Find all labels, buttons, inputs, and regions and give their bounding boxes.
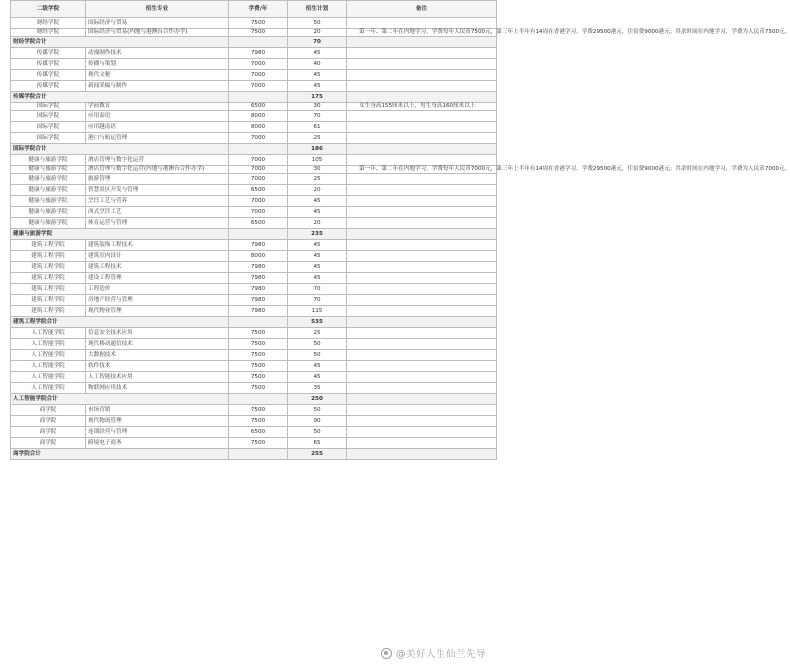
table-row: [11, 273, 497, 284]
note-cell: [347, 185, 497, 196]
fee-cell: 6500: [229, 218, 288, 229]
major-cell: 烹饪工艺与营养: [86, 196, 229, 207]
note-cell: [347, 111, 497, 122]
table-row: [11, 59, 497, 70]
subtotal-label: 传媒学院合计: [11, 92, 229, 103]
plan-cell: 70: [288, 111, 347, 122]
subtotal-label: 健康与旅游学院: [11, 229, 229, 240]
subtotal-plan: 70: [288, 37, 347, 48]
fee-cell: 7500: [229, 350, 288, 361]
header-college: 二级学院: [11, 1, 86, 18]
table-row: [11, 262, 497, 273]
major-cell: 信息安全技术应用: [86, 328, 229, 339]
major-cell: 现代物业管理: [86, 306, 229, 317]
college-cell: 国际学院: [11, 122, 86, 133]
plan-cell: 30: [288, 166, 347, 174]
table-row: [11, 174, 497, 185]
major-cell: 国际经济与贸易(内地与港澳台合作办学): [86, 29, 229, 37]
note-cell: [347, 361, 497, 372]
plan-cell: 25: [288, 174, 347, 185]
table-row: [11, 207, 497, 218]
table-row: [11, 383, 497, 394]
note-cell: [347, 416, 497, 427]
major-cell: 建筑装饰工程技术: [86, 240, 229, 251]
note-cell: [347, 372, 497, 383]
college-cell: 财经学院: [11, 29, 86, 37]
college-cell: 建筑工程学院: [11, 262, 86, 273]
plan-cell: 45: [288, 273, 347, 284]
major-cell: 建筑室内设计: [86, 251, 229, 262]
table-row: [11, 295, 497, 306]
plan-cell: 45: [288, 48, 347, 59]
subtotal-label: 建筑工程学院合计: [11, 317, 229, 328]
table-row: [11, 306, 497, 317]
plan-cell: 25: [288, 133, 347, 144]
note-cell: [347, 196, 497, 207]
table-row: [11, 218, 497, 229]
plan-cell: 90: [288, 416, 347, 427]
college-cell: 健康与旅游学院: [11, 207, 86, 218]
subtotal-plan: 186: [288, 144, 347, 155]
college-cell: 人工智能学院: [11, 372, 86, 383]
header-major: 招生专业: [86, 1, 229, 18]
college-cell: 传媒学院: [11, 81, 86, 92]
major-cell: 软件技术: [86, 361, 229, 372]
major-cell: 新闻采编与制作: [86, 81, 229, 92]
note-cell: [347, 438, 497, 449]
fee-cell: 7000: [229, 196, 288, 207]
plan-cell: 40: [288, 59, 347, 70]
fee-cell: 7000: [229, 133, 288, 144]
major-cell: 酒店管理与数字化运营(内地与港澳台合作办学): [86, 166, 229, 174]
subtotal-row: [11, 394, 497, 405]
fee-cell: 6500: [229, 185, 288, 196]
college-cell: 国际学院: [11, 103, 86, 111]
major-cell: 传播与策划: [86, 59, 229, 70]
plan-cell: 45: [288, 81, 347, 92]
major-cell: 跨境电子商务: [86, 438, 229, 449]
fee-cell: 6500: [229, 103, 288, 111]
plan-cell: 70: [288, 284, 347, 295]
college-cell: 传媒学院: [11, 59, 86, 70]
table-row: [11, 18, 497, 29]
fee-cell: 8000: [229, 111, 288, 122]
fee-cell: 7500: [229, 383, 288, 394]
plan-cell: 50: [288, 18, 347, 29]
fee-cell: 7500: [229, 416, 288, 427]
subtotal-row: [11, 317, 497, 328]
table-row: [11, 111, 497, 122]
subtotal-note-cell: [347, 229, 497, 240]
note-cell: [347, 339, 497, 350]
major-cell: 现代物流管理: [86, 416, 229, 427]
table-row: [11, 166, 497, 174]
table-row: [11, 416, 497, 427]
plan-cell: 45: [288, 361, 347, 372]
subtotal-fee-cell: [229, 92, 288, 103]
table-row: [11, 328, 497, 339]
major-cell: 人工智能技术应用: [86, 372, 229, 383]
table-header-row: [11, 1, 497, 18]
subtotal-note-cell: [347, 92, 497, 103]
plan-cell: 50: [288, 427, 347, 438]
note-cell: [347, 59, 497, 70]
college-cell: 商学院: [11, 438, 86, 449]
college-cell: 人工智能学院: [11, 328, 86, 339]
plan-cell: 20: [288, 218, 347, 229]
fee-cell: 8000: [229, 251, 288, 262]
major-cell: 学前教育: [86, 103, 229, 111]
plan-cell: 30: [288, 103, 347, 111]
subtotal-row: [11, 37, 497, 48]
note-cell: [347, 207, 497, 218]
note-cell: [347, 81, 497, 92]
note-cell: [347, 328, 497, 339]
major-cell: 现代文秘: [86, 70, 229, 81]
major-cell: 西式烹饪工艺: [86, 207, 229, 218]
fee-cell: 7980: [229, 240, 288, 251]
college-cell: 商学院: [11, 427, 86, 438]
subtotal-label: 商学院合计: [11, 449, 229, 460]
note-cell: [347, 240, 497, 251]
college-cell: 人工智能学院: [11, 350, 86, 361]
enrollment-table: [10, 0, 790, 460]
subtotal-row: [11, 229, 497, 240]
major-cell: 建筑工程技术: [86, 262, 229, 273]
note-cell: 第一年、第二年在内地学习，学费每年人民币7500元，第三年上半年有14周在香港学习，学费29500港元，住宿费9000港元；其余时间在内地学习，学费为人民币7500元。: [347, 29, 497, 37]
subtotal-row: [11, 144, 497, 155]
fee-cell: 7000: [229, 59, 288, 70]
college-cell: 人工智能学院: [11, 361, 86, 372]
college-cell: 国际学院: [11, 133, 86, 144]
enrollment-table-container: [10, 0, 790, 460]
note-cell: [347, 70, 497, 81]
subtotal-plan: 175: [288, 92, 347, 103]
note-cell: [347, 350, 497, 361]
header-plan: 招生计划: [288, 1, 347, 18]
plan-cell: 61: [288, 122, 347, 133]
plan-cell: 65: [288, 438, 347, 449]
fee-cell: 7500: [229, 405, 288, 416]
plan-cell: 115: [288, 306, 347, 317]
fee-cell: 7000: [229, 207, 288, 218]
subtotal-note-cell: [347, 449, 497, 460]
note-cell: [347, 295, 497, 306]
note-cell: [347, 273, 497, 284]
plan-cell: 45: [288, 262, 347, 273]
major-cell: 房地产经营与管理: [86, 295, 229, 306]
subtotal-plan: 535: [288, 317, 347, 328]
fee-cell: 7000: [229, 70, 288, 81]
fee-cell: 7500: [229, 328, 288, 339]
subtotal-fee-cell: [229, 449, 288, 460]
table-row: [11, 339, 497, 350]
plan-cell: 70: [288, 295, 347, 306]
plan-cell: 50: [288, 350, 347, 361]
subtotal-fee-cell: [229, 37, 288, 48]
major-cell: 酒店管理与数字化运营: [86, 155, 229, 166]
note-cell: [347, 133, 497, 144]
major-cell: 物联网应用技术: [86, 383, 229, 394]
plan-cell: 20: [288, 185, 347, 196]
plan-cell: 105: [288, 155, 347, 166]
table-body: [11, 18, 790, 460]
college-cell: 健康与旅游学院: [11, 174, 86, 185]
table-row: [11, 361, 497, 372]
college-cell: 财经学院: [11, 18, 86, 29]
major-cell: 动漫制作技术: [86, 48, 229, 59]
plan-cell: 50: [288, 405, 347, 416]
table-row: [11, 155, 497, 166]
college-cell: 健康与旅游学院: [11, 185, 86, 196]
watermark: [381, 646, 486, 660]
note-cell: [347, 18, 497, 29]
major-cell: 现代移动通信技术: [86, 339, 229, 350]
fee-cell: 6500: [229, 427, 288, 438]
major-cell: 应用泰语: [86, 111, 229, 122]
college-cell: 健康与旅游学院: [11, 196, 86, 207]
fee-cell: 7000: [229, 166, 288, 174]
subtotal-fee-cell: [229, 394, 288, 405]
major-cell: 连锁经营与管理: [86, 427, 229, 438]
plan-cell: 35: [288, 383, 347, 394]
fee-cell: 7500: [229, 339, 288, 350]
note-cell: 第一年、第二年在内地学习，学费每年人民币7000元，第三年上半年有14周在香港学习，学费29500港元，住宿费9000港元；其余时间在内地学习，学费为人民币7000元。: [347, 166, 497, 174]
plan-cell: 45: [288, 196, 347, 207]
subtotal-plan: 255: [288, 449, 347, 460]
major-cell: 旅游管理: [86, 174, 229, 185]
fee-cell: 7500: [229, 361, 288, 372]
major-cell: 国际经济与贸易: [86, 18, 229, 29]
college-cell: 商学院: [11, 405, 86, 416]
subtotal-label: 财经学院合计: [11, 37, 229, 48]
major-cell: 市场营销: [86, 405, 229, 416]
major-cell: 大数据技术: [86, 350, 229, 361]
watermark-logo-icon: [381, 648, 392, 659]
plan-cell: 50: [288, 339, 347, 350]
note-cell: [347, 251, 497, 262]
college-cell: 国际学院: [11, 111, 86, 122]
note-cell: [347, 155, 497, 166]
subtotal-row: [11, 92, 497, 103]
college-cell: 建筑工程学院: [11, 251, 86, 262]
college-cell: 商学院: [11, 416, 86, 427]
header-note: 备注: [347, 1, 497, 18]
college-cell: 建筑工程学院: [11, 273, 86, 284]
table-row: [11, 70, 497, 81]
fee-cell: 7500: [229, 438, 288, 449]
plan-cell: 45: [288, 207, 347, 218]
subtotal-plan: 250: [288, 394, 347, 405]
table-row: [11, 185, 497, 196]
fee-cell: 7980: [229, 295, 288, 306]
major-cell: 工程造价: [86, 284, 229, 295]
fee-cell: 7500: [229, 18, 288, 29]
note-cell: [347, 383, 497, 394]
table-row: [11, 122, 497, 133]
subtotal-row: [11, 449, 497, 460]
fee-cell: 7500: [229, 372, 288, 383]
table-row: [11, 240, 497, 251]
note-cell: [347, 48, 497, 59]
college-cell: 传媒学院: [11, 70, 86, 81]
note-cell: 女生身高155厘米以上，男生身高160厘米以上: [347, 103, 497, 111]
table-row: [11, 133, 497, 144]
college-cell: 人工智能学院: [11, 339, 86, 350]
fee-cell: 7980: [229, 273, 288, 284]
college-cell: 建筑工程学院: [11, 295, 86, 306]
college-cell: 健康与旅游学院: [11, 155, 86, 166]
fee-cell: 7000: [229, 81, 288, 92]
note-cell: [347, 122, 497, 133]
table-row: [11, 48, 497, 59]
subtotal-fee-cell: [229, 144, 288, 155]
fee-cell: 7980: [229, 48, 288, 59]
table-row: [11, 372, 497, 383]
table-row: [11, 438, 497, 449]
college-cell: 健康与旅游学院: [11, 166, 86, 174]
subtotal-note-cell: [347, 37, 497, 48]
subtotal-fee-cell: [229, 229, 288, 240]
watermark-text: @美好人生仙兰先导: [395, 649, 486, 660]
table-row: [11, 405, 497, 416]
plan-cell: 45: [288, 70, 347, 81]
college-cell: 传媒学院: [11, 48, 86, 59]
fee-cell: 7980: [229, 284, 288, 295]
fee-cell: 8000: [229, 122, 288, 133]
college-cell: 建筑工程学院: [11, 240, 86, 251]
note-cell: [347, 218, 497, 229]
note-cell: [347, 284, 497, 295]
note-cell: [347, 405, 497, 416]
plan-cell: 45: [288, 240, 347, 251]
major-cell: 港口与航运管理: [86, 133, 229, 144]
major-cell: 建设工程管理: [86, 273, 229, 284]
fee-cell: 7000: [229, 155, 288, 166]
note-cell: [347, 174, 497, 185]
fee-cell: 7980: [229, 306, 288, 317]
major-cell: 智慧景区开发与管理: [86, 185, 229, 196]
subtotal-label: 国际学院合计: [11, 144, 229, 155]
subtotal-note-cell: [347, 394, 497, 405]
college-cell: 建筑工程学院: [11, 284, 86, 295]
table-row: [11, 350, 497, 361]
table-row: [11, 103, 497, 111]
subtotal-note-cell: [347, 144, 497, 155]
college-cell: 人工智能学院: [11, 383, 86, 394]
college-cell: 建筑工程学院: [11, 306, 86, 317]
note-cell: [347, 306, 497, 317]
plan-cell: 20: [288, 29, 347, 37]
table-row: [11, 427, 497, 438]
college-cell: 健康与旅游学院: [11, 218, 86, 229]
table-row: [11, 196, 497, 207]
table-row: [11, 81, 497, 92]
header-fee: 学费/年: [229, 1, 288, 18]
table-row: [11, 29, 497, 37]
major-cell: 应用越南语: [86, 122, 229, 133]
subtotal-label: 人工智能学院合计: [11, 394, 229, 405]
fee-cell: 7980: [229, 262, 288, 273]
note-cell: [347, 427, 497, 438]
subtotal-note-cell: [347, 317, 497, 328]
subtotal-plan: 235: [288, 229, 347, 240]
fee-cell: 7000: [229, 174, 288, 185]
fee-cell: 7500: [229, 29, 288, 37]
table-row: [11, 251, 497, 262]
plan-cell: 25: [288, 328, 347, 339]
table-row: [11, 284, 497, 295]
note-cell: [347, 262, 497, 273]
plan-cell: 45: [288, 251, 347, 262]
subtotal-fee-cell: [229, 317, 288, 328]
plan-cell: 45: [288, 372, 347, 383]
major-cell: 体育运营与管理: [86, 218, 229, 229]
